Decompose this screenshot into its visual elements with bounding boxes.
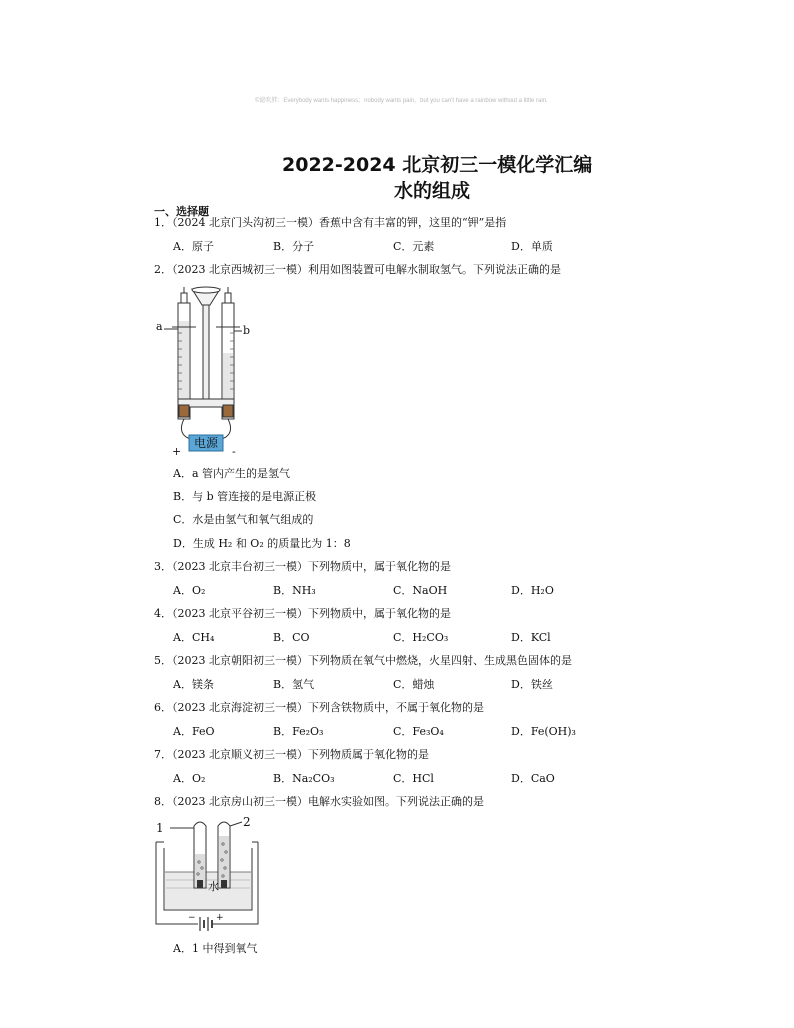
water-label: 水: [208, 880, 219, 893]
question-stem: 2．（2023 北京西城初三一模）利用如图装置可电解水制取氢气。下列说法正确的是: [154, 263, 561, 276]
minus-label: -: [232, 445, 236, 458]
section-heading: 一、选择题: [154, 205, 209, 218]
option-b: B．与 b 管连接的是电源正极: [173, 490, 317, 503]
question-stem: 6．（2023 北京海淀初三一模）下列含铁物质中，不属于氧化物的是: [154, 701, 484, 714]
label-b: b: [243, 324, 251, 337]
option-d: D．铁丝: [511, 678, 553, 691]
option-b: B．氢气: [273, 678, 315, 691]
option-d: D．KCl: [511, 631, 551, 644]
power-label: 电源: [193, 436, 219, 450]
label-a: a: [156, 320, 163, 333]
option-d: D．CaO: [511, 772, 555, 785]
option-c: C．Fe₃O₄: [393, 725, 444, 738]
option-a: A．CH₄: [173, 631, 215, 644]
option-b: B．分子: [273, 240, 315, 253]
option-b: B．Na₂CO₃: [273, 772, 335, 785]
option-a: A．镁条: [173, 678, 214, 691]
option-d: D．H₂O: [511, 584, 554, 597]
option-c: C．蜡烛: [393, 678, 435, 691]
option-a: A．O₂: [173, 584, 206, 597]
option-b: B．Fe₂O₃: [273, 725, 324, 738]
option-c: C．水是由氢气和氧气组成的: [173, 513, 314, 526]
page-title: 2022-2024 北京初三一模化学汇编: [282, 154, 593, 176]
minus-label: −: [188, 913, 196, 923]
question-stem: 3．（2023 北京丰台初三一模）下列物质中，属于氧化物的是: [154, 560, 451, 573]
question-stem: 7．（2023 北京顺义初三一模）下列物质属于氧化物的是: [154, 748, 429, 761]
option-c: C．H₂CO₃: [393, 631, 449, 644]
watermark: ©滤吹胖：Everybody wants happiness；nobody wants pain，but you can't have a rainbow without a little rain.: [255, 98, 548, 104]
option-a: A．FeO: [173, 725, 215, 738]
option-a: A．1 中得到氧气: [173, 942, 258, 955]
option-d: D．Fe(OH)₃: [511, 725, 576, 738]
option-c: C．NaOH: [393, 584, 448, 597]
plus-label: +: [172, 445, 182, 458]
label-2: 2: [243, 815, 251, 829]
option-a: A．原子: [173, 240, 214, 253]
question-stem: 4．（2023 北京平谷初三一模）下列物质中，属于氧化物的是: [154, 607, 451, 620]
question-stem: 8．（2023 北京房山初三一模）电解水实验如图。下列说法正确的是: [154, 795, 484, 808]
option-b: B．CO: [273, 631, 310, 644]
option-a: A．a 管内产生的是氢气: [173, 467, 290, 480]
option-c: C．元素: [393, 240, 435, 253]
page-subtitle: 水的组成: [394, 180, 471, 202]
option-c: C．HCl: [393, 772, 434, 785]
label-1: 1: [156, 821, 164, 835]
plus-label: +: [216, 913, 224, 923]
option-d: D．单质: [511, 240, 553, 253]
hoffman-apparatus-figure: [150, 283, 260, 463]
question-stem: 5．（2023 北京朝阳初三一模）下列物质在氧气中燃烧，火星四射、生成黑色固体的是: [154, 654, 572, 667]
electrolysis-figure: [150, 814, 265, 932]
option-b: B．NH₃: [273, 584, 316, 597]
option-a: A．O₂: [173, 772, 206, 785]
option-d: D．生成 H₂ 和 O₂ 的质量比为 1：8: [173, 537, 351, 550]
question-stem: 1．（2024 北京门头沟初三一模）香蕉中含有丰富的钾，这里的“钾”是指: [154, 216, 507, 229]
